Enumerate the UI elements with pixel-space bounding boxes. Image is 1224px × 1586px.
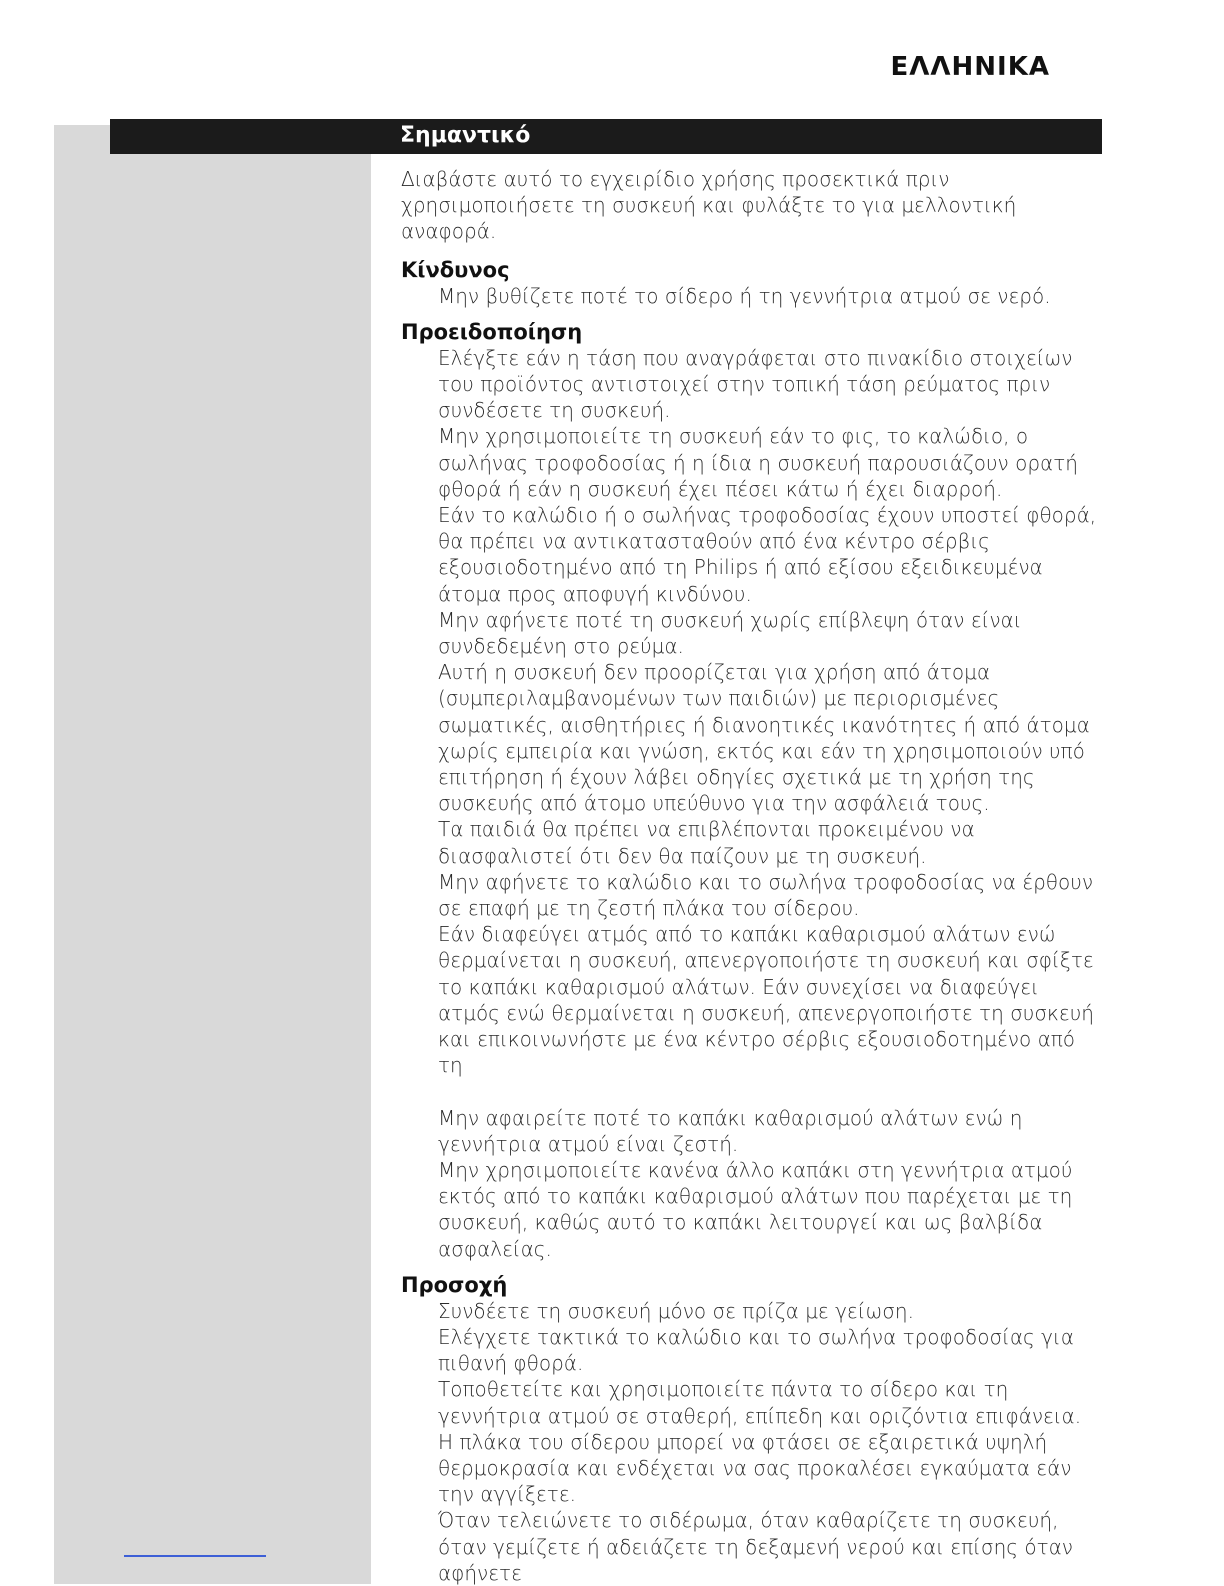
warning-heading: Προειδοποίηση [401, 319, 583, 344]
caution-item: Τοποθετείτε και χρησιμοποιείτε πάντα το σίδερο και τη γεννήτρια ατμού σε σταθερή, επίπεδη και οριζόντια επιφάνεια. [438, 1377, 1082, 1428]
caution-item: Η πλάκα του σίδερου μπορεί να φτάσει σε εξαιρετικά υψηλή θερμοκρασία και ενδέχεται να σας προκαλέσει εγκαύματα εάν την αγγίξετε. [438, 1429, 1072, 1507]
language-header: ΕΛΛΗΝΙΚΑ [890, 52, 1050, 82]
warning-item: Μην αφαιρείτε ποτέ το καπάκι καθαρισμού αλάτων ενώ η γεννήτρια ατμού είναι ζεστή. [438, 1105, 1023, 1156]
sidebar-link-underline[interactable] [124, 1555, 266, 1557]
warning-item: Αυτή η συσκευή δεν προορίζεται για χρήση από άτομα (συμπεριλαμβανομένων των παιδιών) με περιορισμένες σωματικές, αισθητήριες ή διανοητικές ικανότητες ή από άτομα χωρίς εμπειρία και γνώση, εκτός και εάν τη χρησιμοποιούν υπό επιτήρηση ή έχουν λάβει οδηγίες σχετικά με τη χρήση της συσκευής από άτομο υπεύθυνο για την ασφάλειά τους. [438, 660, 1090, 816]
warning-item: Εάν διαφεύγει ατμός από το καπάκι καθαρισμού αλάτων ενώ θερμαίνεται η συσκευή, απενεργοποιήστε τη συσκευή και σφίξτε το καπάκι καθαρισμού αλάτων. Εάν συνεχίσει να διαφεύγει ατμός ενώ θερμαίνεται η συσκευή, απενεργοποιήστε τη συσκευή και επικοινωνήστε με ένα κέντρο σέρβις εξουσιοδοτημένο από τη [438, 922, 1094, 1078]
warning-item: Μην αφήνετε ποτέ τη συσκευή χωρίς επίβλεψη όταν είναι συνδεδεμένη στο ρεύμα. [438, 607, 1022, 659]
warning-item: Ελέγξτε εάν η τάση που αναγράφεται στο πινακίδιο στοιχείων του προϊόντος αντιστοιχεί στην τοπική τάση ρεύματος πριν συνδέσετε τη συσκευή. [438, 345, 1073, 423]
danger-item: Μην βυθίζετε ποτέ το σίδερο ή τη γεννήτρια ατμού σε νερό. [438, 283, 1051, 308]
intro-paragraph: Διαβάστε αυτό το εγχειρίδιο χρήσης προσεκτικά πριν χρησιμοποιήσετε τη συσκευή και φυλάξτε το για μελλοντική αναφορά. [401, 167, 1017, 244]
warning-item: Μην χρησιμοποιείτε τη συσκευή εάν το φις, το καλώδιο, ο σωλήνας τροφοδοσίας ή η ίδια η συσκευή παρουσιάζουν ορατή φθορά ή εάν η συσκευή έχει πέσει κάτω ή έχει διαρροή. [438, 424, 1078, 501]
warning-item: Τα παιδιά θα πρέπει να επιβλέπονται προκειμένου να διασφαλιστεί ότι δεν θα παίζουν με τη συσκευή. [438, 817, 975, 868]
caution-item: Ελέγχετε τακτικά το καλώδιο και το σωλήνα τροφοδοσίας για πιθανή φθορά. [438, 1324, 1074, 1376]
warning-item: Μην χρησιμοποιείτε κανένα άλλο καπάκι στη γεννήτρια ατμού εκτός από το καπάκι καθαρισμού αλάτων που παρέχεται με τη συσκευή, καθώς αυτό το καπάκι λειτουργεί και ως βαλβίδα ασφαλείας. [438, 1157, 1073, 1261]
section-title-bar [110, 119, 1102, 154]
content-column [401, 166, 1106, 1586]
caution-heading: Προσοχή [401, 1272, 508, 1297]
sidebar-panel [54, 125, 371, 1584]
warning-item: Μην αφήνετε το καλώδιο και το σωλήνα τροφοδοσίας να έρθουν σε επαφή με τη ζεστή πλάκα του σίδερου. [438, 869, 1094, 921]
caution-item: Συνδέετε τη συσκευή μόνο σε πρίζα με γείωση. [438, 1298, 914, 1323]
section-title: Σημαντικό [400, 123, 531, 148]
danger-heading: Κίνδυνος [401, 257, 510, 282]
caution-item: Όταν τελειώνετε το σιδέρωμα, όταν καθαρίζετε τη συσκευή, όταν γεμίζετε ή αδειάζετε τη δεξαμενή νερού και επίσης όταν αφήνετε [438, 1508, 1073, 1585]
warning-item: Εάν το καλώδιο ή ο σωλήνας τροφοδοσίας έχουν υποστεί φθορά, θα πρέπει να αντικατασταθούν από ένα κέντρο σέρβις εξουσιοδοτημένο από τη Philips ή από εξίσου εξειδικευμένα άτομα προς αποφυγή κινδύνου. [438, 503, 1097, 606]
